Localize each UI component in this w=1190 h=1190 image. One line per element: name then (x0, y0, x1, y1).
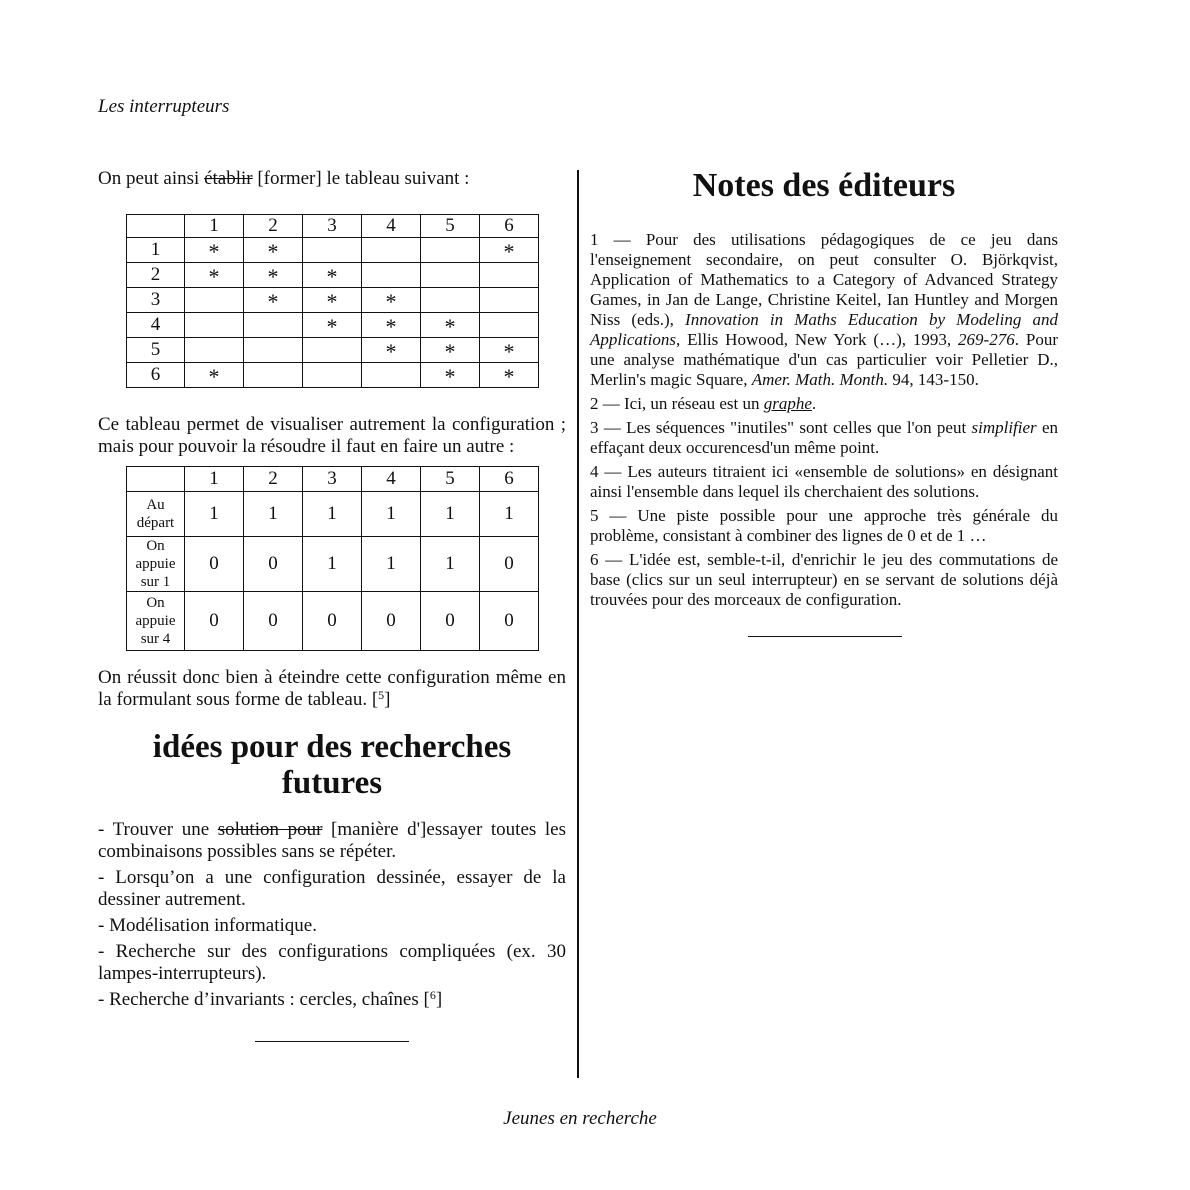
row-label (127, 592, 185, 651)
row-header: 6 (127, 363, 185, 388)
table-cell: * (421, 313, 480, 338)
table-cell: 0 (421, 592, 480, 651)
table-cell (303, 238, 362, 263)
idea-item (98, 819, 566, 863)
row-label-line: Au (146, 497, 165, 513)
idea-text-end: ] (435, 989, 443, 1010)
paragraph-3 (98, 667, 566, 711)
column-header (127, 215, 185, 238)
column-header: 2 (244, 467, 303, 492)
row-label (127, 492, 185, 537)
column-header: 3 (303, 215, 362, 238)
idea-item (98, 989, 566, 1011)
table-cell: * (480, 363, 539, 388)
table-cell: 0 (185, 592, 244, 651)
table-cell: * (185, 263, 244, 288)
table-cell: * (303, 263, 362, 288)
table-cell: * (303, 288, 362, 313)
table-cell (244, 338, 303, 363)
column-header: 4 (362, 467, 421, 492)
idea-item (98, 867, 566, 911)
idea-text: - Recherche sur des configurations compliquées (ex. 30 lampes-interrupteurs). (98, 941, 566, 984)
state-table (126, 466, 539, 651)
left-column (98, 168, 566, 1042)
table-cell: * (244, 263, 303, 288)
row-label-line: départ (136, 515, 175, 531)
intro-struck-word: établir (204, 168, 253, 189)
table-cell: 1 (421, 492, 480, 537)
adjacency-table (126, 214, 539, 388)
table-row (127, 263, 539, 288)
row-header: 4 (127, 313, 185, 338)
table-cell: * (362, 313, 421, 338)
table-cell: * (303, 313, 362, 338)
table-cell (185, 313, 244, 338)
footnote-ref-5: 5 (378, 688, 385, 702)
table-cell: * (480, 238, 539, 263)
note-6: 6 — L'idée est, semble-t-il, d'enrichir le jeu des commutations de base (clics sur un seul interrupteur) en se servant de solutions déjà trouvées pour des morceaux de configuration. (590, 550, 1058, 609)
table-cell: 1 (185, 492, 244, 537)
column-header: 4 (362, 215, 421, 238)
table-cell: * (362, 288, 421, 313)
row-header: 1 (127, 238, 185, 263)
table-row (127, 492, 539, 537)
table-cell (185, 288, 244, 313)
paragraph-3-end: ] (384, 689, 391, 710)
table-cell (480, 263, 539, 288)
running-footer: Jeunes en recherche (503, 1108, 657, 1129)
table-cell: * (421, 363, 480, 388)
intro-text-b: [former] le tableau suivant : (252, 168, 470, 189)
note-1-pages: 269-276 (958, 330, 1015, 349)
idea-text: - Lorsqu’on a une configuration dessinée, essayer de la dessiner autrement. (98, 867, 566, 910)
note-2-text-b: . (811, 394, 817, 413)
ideas-list (98, 819, 566, 1011)
table-cell: 1 (362, 537, 421, 592)
column-header: 5 (421, 215, 480, 238)
column-header: 1 (185, 467, 244, 492)
right-end-rule (748, 636, 902, 637)
idea-text: - Modélisation informatique. (98, 915, 317, 936)
note-1-book-title: Innovation in Maths Education by Modeling and Applications (590, 310, 1058, 349)
note-3-text-b: en effaçant deux occurencesd'un même point. (590, 418, 1058, 457)
table-cell: * (362, 338, 421, 363)
table-cell: 1 (480, 492, 539, 537)
note-4: 4 — Les auteurs titraient ici «ensemble de solutions» en désignant ainsi l'ensemble dans lequel ils cherchaient des solutions. (590, 462, 1058, 501)
column-header (127, 467, 185, 492)
table-cell (303, 338, 362, 363)
note-5: 5 — Une piste possible pour une approche très générale du problème, consistant à combiner des lignes de 0 et de 1 … (590, 506, 1058, 545)
row-label (127, 537, 185, 592)
row-header: 2 (127, 263, 185, 288)
row-label-line: sur 4 (140, 631, 171, 647)
table-cell: 0 (362, 592, 421, 651)
row-label-line: On (146, 595, 165, 611)
table-header-row (127, 467, 539, 492)
table-cell: * (185, 238, 244, 263)
table-cell (185, 338, 244, 363)
table-cell: * (480, 338, 539, 363)
table-cell (362, 263, 421, 288)
note-3 (590, 418, 1058, 458)
note-1-text-c: . Pour une analyse mathématique d'un cas particulier voir Pelletier D., Merlin's magic Square, (590, 330, 1058, 389)
row-label-line: sur 1 (140, 574, 171, 590)
column-header: 2 (244, 215, 303, 238)
row-label-line: appuie (135, 556, 176, 572)
column-header: 3 (303, 467, 362, 492)
note-1-text-a: 1 — Pour des utilisations pédagogiques de ce jeu dans l'enseignement secondaire, on peut consulter O. Björkqvist, Application of Mathematics to a Category of Advanced Strategy Games, in Jan de Lange, Christine Keitel, Ian Huntley and Morgen Niss (eds.), (590, 230, 1058, 329)
left-end-rule (255, 1041, 409, 1042)
table-row (127, 313, 539, 338)
table-cell: 0 (480, 537, 539, 592)
table-cell: 1 (303, 537, 362, 592)
note-2-text-a: 2 — Ici, un réseau est un (590, 394, 764, 413)
footnote-ref-6: 6 (429, 988, 436, 1002)
intro-text-a: On peut ainsi (98, 168, 205, 189)
paragraph-2: Ce tableau permet de visualiser autrement la configuration ; mais pour pouvoir la résoudre il faut en faire un autre : (98, 414, 566, 457)
notes-title: Notes des éditeurs (692, 167, 956, 204)
table-cell: 0 (244, 537, 303, 592)
table-row (127, 238, 539, 263)
table-cell: * (244, 288, 303, 313)
idea-text: - Recherche d’invariants : cercles, chaînes [ (98, 989, 430, 1010)
note-1-text-b: , Ellis Howood, New York (…), 1993, (675, 330, 959, 349)
column-header: 5 (421, 467, 480, 492)
table-cell: 1 (421, 537, 480, 592)
column-header: 6 (480, 215, 539, 238)
column-header: 6 (480, 467, 539, 492)
running-header: Les interrupteurs (98, 96, 230, 117)
note-1-text-d: 94, 143-150. (888, 370, 979, 389)
table-cell (303, 363, 362, 388)
table-cell: * (185, 363, 244, 388)
table-row (127, 592, 539, 651)
row-label-line: appuie (135, 613, 176, 629)
table-cell: 1 (303, 492, 362, 537)
table-cell (362, 363, 421, 388)
table-cell (480, 288, 539, 313)
note-3-italic: simplifier (971, 418, 1037, 437)
table-cell: 0 (185, 537, 244, 592)
column-header: 1 (185, 215, 244, 238)
note-3-text-a: 3 — Les séquences "inutiles" sont celles que l'on peut (590, 418, 972, 437)
graphe-link[interactable]: graphe (763, 394, 812, 413)
right-column (590, 166, 1058, 637)
table-row (127, 363, 539, 388)
table-cell (421, 288, 480, 313)
idea-struck-text: solution pour (217, 819, 323, 840)
table-row (127, 288, 539, 313)
idea-text-end: [manière d']essayer toutes les combinaisons possibles sans se répéter. (98, 819, 566, 862)
table-row (127, 537, 539, 592)
row-header: 5 (127, 338, 185, 363)
table-cell: 1 (244, 492, 303, 537)
table-cell (244, 363, 303, 388)
table-header-row (127, 215, 539, 238)
intro-paragraph (98, 168, 566, 190)
note-2 (590, 394, 1058, 414)
table-cell: 1 (362, 492, 421, 537)
table-cell (480, 313, 539, 338)
note-1 (590, 230, 1058, 390)
table-cell (244, 313, 303, 338)
paragraph-3-text: On réussit donc bien à éteindre cette configuration même en la formulant sous forme de tableau. [ (98, 667, 566, 710)
table-cell (362, 238, 421, 263)
table-cell: 0 (303, 592, 362, 651)
table-cell: * (244, 238, 303, 263)
column-divider (577, 170, 579, 1078)
table-cell: 0 (244, 592, 303, 651)
row-label-line: On (146, 538, 165, 554)
idea-item (98, 915, 566, 937)
note-1-journal: Amer. Math. Month. (751, 370, 889, 389)
row-header: 3 (127, 288, 185, 313)
idea-item (98, 941, 566, 985)
table-cell: * (421, 338, 480, 363)
table-cell (421, 263, 480, 288)
section-title: idées pour des recherches futures (152, 729, 512, 801)
idea-text: - Trouver une (98, 819, 218, 840)
table-row (127, 338, 539, 363)
table-cell: 0 (480, 592, 539, 651)
table-cell (421, 238, 480, 263)
